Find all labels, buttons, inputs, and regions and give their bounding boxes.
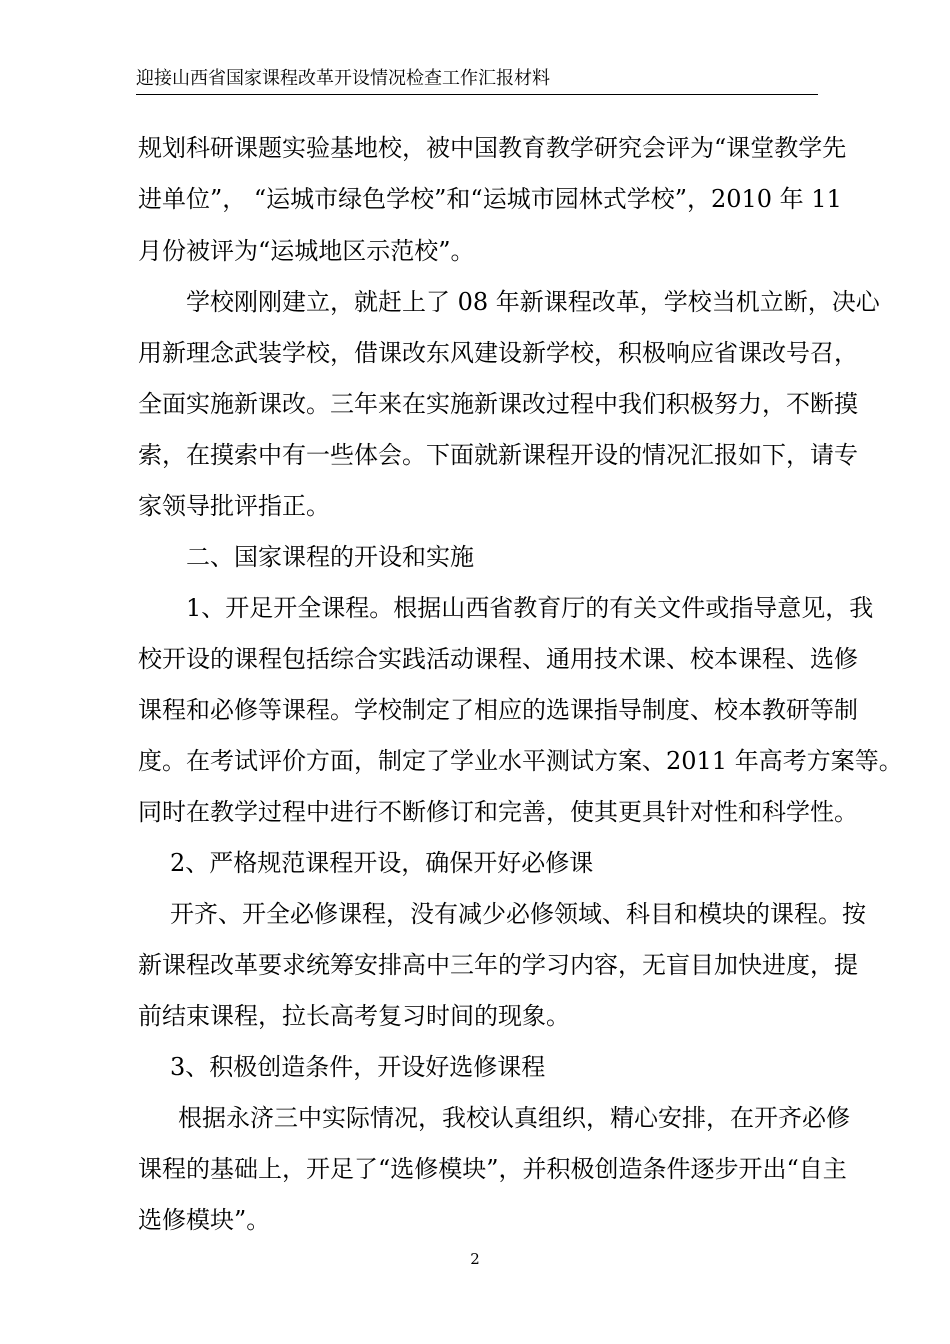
body-line: 家领导批评指正。 <box>138 492 330 520</box>
header-title: 迎接山西省国家课程改革开设情况检查工作汇报材料 <box>136 68 550 89</box>
body-line: 开齐、开全必修课程，没有减少必修领域、科目和模块的课程。按 <box>170 900 866 928</box>
body-line: 全面实施新课改。三年来在实施新课改过程中我们积极努力，不断摸 <box>138 390 858 418</box>
body-line: 课程的基础上，开足了“选修模块”，并积极创造条件逐步开出“自主 <box>138 1155 847 1183</box>
body-line: 索，在摸索中有一些体会。下面就新课程开设的情况汇报如下，请专 <box>138 441 858 469</box>
body-line: 用新理念武装学校，借课改东风建设新学校，积极响应省课改号召， <box>138 339 858 367</box>
body-line: 同时在教学过程中进行不断修订和完善，使其更具针对性和科学性。 <box>138 798 858 826</box>
body-line: 根据永济三中实际情况，我校认真组织，精心安排，在开齐必修 <box>178 1104 850 1132</box>
body-line: 新课程改革要求统筹安排高中三年的学习内容，无盲目加快进度，提 <box>138 951 858 979</box>
body-line: 校开设的课程包括综合实践活动课程、通用技术课、校本课程、选修 <box>138 645 858 673</box>
subsection-heading: 3、积极创造条件，开设好选修课程 <box>170 1053 546 1081</box>
body-line: 度。在考试评价方面，制定了学业水平测试方案、2011 年高考方案等。 <box>138 747 903 775</box>
section-heading: 二、国家课程的开设和实施 <box>186 543 474 571</box>
page-header <box>136 66 818 95</box>
page-number: 2 <box>470 1250 480 1268</box>
body-line: 前结束课程，拉长高考复习时间的现象。 <box>138 1002 570 1030</box>
body-line: 规划科研课题实验基地校，被中国教育教学研究会评为“课堂教学先 <box>138 134 847 162</box>
subsection-heading: 2、严格规范课程开设，确保开好必修课 <box>170 849 594 877</box>
body-line: 进单位”， “运城市绿色学校”和“运城市园林式学校”，2010 年 11 <box>138 185 842 213</box>
body-line: 1、开足开全课程。根据山西省教育厅的有关文件或指导意见，我 <box>186 594 874 622</box>
body-line: 课程和必修等课程。学校制定了相应的选课指导制度、校本教研等制 <box>138 696 858 724</box>
body-line: 月份被评为“运城地区示范校”。 <box>138 237 475 265</box>
body-line: 学校刚刚建立，就赶上了 08 年新课程改革，学校当机立断，决心 <box>186 288 880 316</box>
body-line: 选修模块”。 <box>138 1206 271 1234</box>
